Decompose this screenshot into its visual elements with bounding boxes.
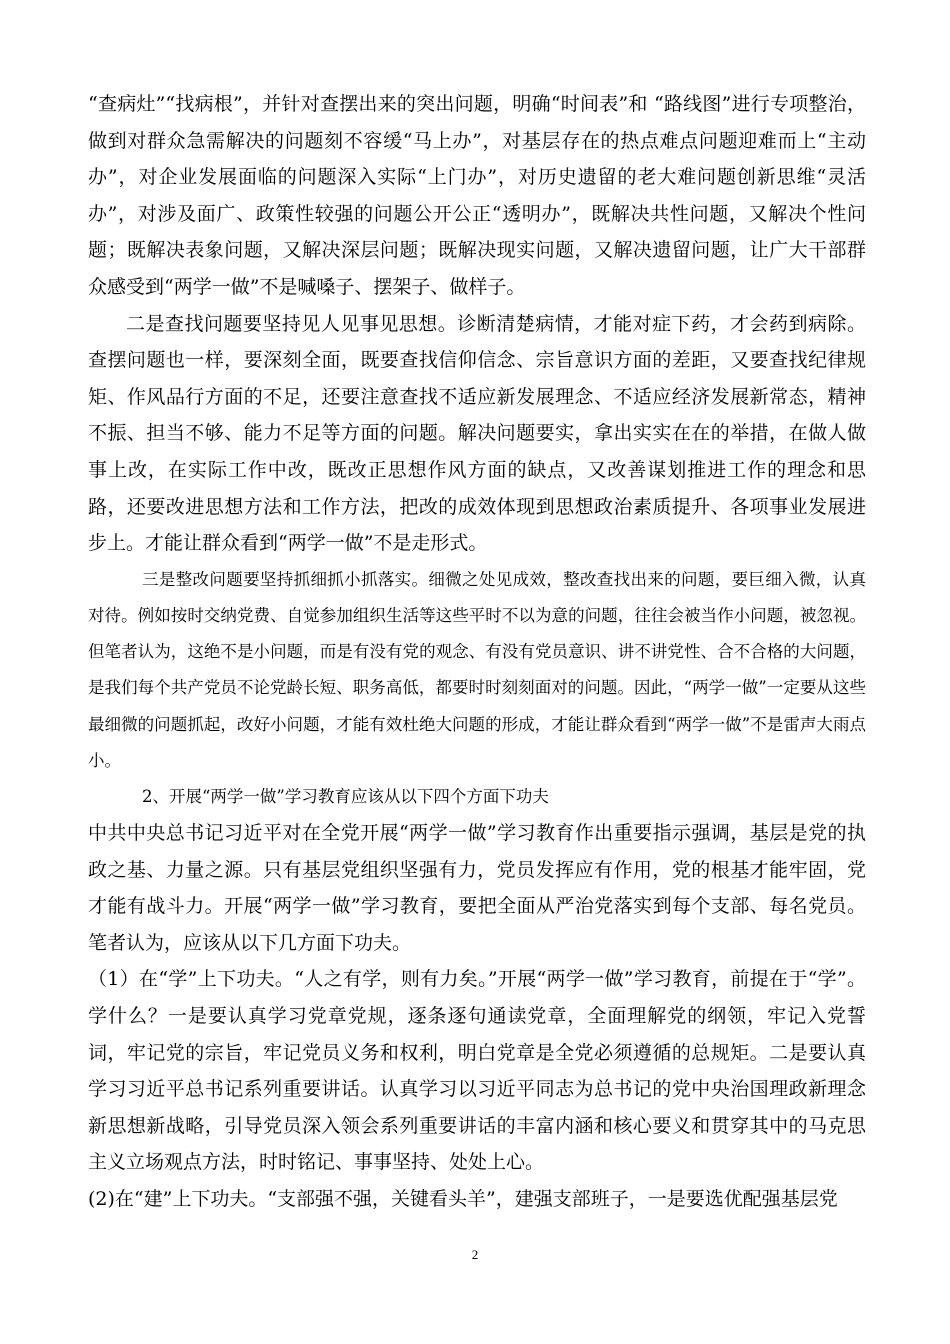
paragraph-third-point: 三是整改问题要坚持抓细抓小抓落实。细微之处见成效，整改查找出来的问题，要巨细入微，认真对待。例如按时交纳党费、自觉参加组织生活等这些平时不以为意的问题，往往会被当作小问题，被忽视。但笔者认为，这绝不是小问题，而是有没有党的观念、有没有党员意识、讲不讲党性、合不合格的大问题，是我们每个共产党员不论党龄长短、职务高低，都要时时刻刻面对的问题。因此，“两学一做”一定要从这些最细微的问题抓起，改好小问题，才能有效杜绝大问题的形成，才能让群众看到“两学一做”不是雷声大雨点小。 bbox=[88, 569, 866, 770]
paragraph-continued: “查病灶”“找病根”，并针对查摆出来的突出问题，明确“时间表”和 “路线图”进行专项整治，做到对群众急需解决的问题刻不容缓“马上办”，对基层存在的热点难点问题迎难而上“主动办”，对企业发展面临的问题深入实际“上门办”，对历史遗留的老大难问题创新思维“灵活办”，对涉及面广、政策性较强的问题公开公正“透明办”，既解决共性问题，又解决个性问题；既解决表象问题，又解决深层问题；既解决现实问题，又解决遗留问题，让广大干部群众感受到“两学一做”不是喊嗓子、摆架子、做样子。 bbox=[88, 93, 866, 298]
page-number: 2 bbox=[471, 1247, 479, 1262]
section-heading: 2、开展“两学一做”学习教育应该从以下四个方面下功夫 bbox=[142, 786, 549, 806]
paragraph-intro: 中共中央总书记习近平对在全党开展“两学一做”学习教育作出重要指示强调，基层是党的执政之基、力量之源。只有基层党组织坚强有力，党员发挥应有作用，党的根基才能牢固，党才能有战斗力。开展“两学一做”学习教育，要把全面从严治党落实到每个支部、每名党员。笔者认为，应该从以下几方面下功夫。 bbox=[88, 821, 866, 954]
paragraph-second-point: 二是查找问题要坚持见人见事见思想。诊断清楚病情，才能对症下药，才会药到病除。查摆问题也一样，要深刻全面，既要查找信仰信念、宗旨意识方面的差距，又要查找纪律规矩、作风品行方面的不足，还要注意查找不适应新发展理念、不适应经济发展新常态，精神不振、担当不够、能力不足等方面的问题。解决问题要实，拿出实实在在的举措，在做人做事上改，在实际工作中改，既改正思想作风方面的缺点，又改善谋划推进工作的理念和思路，还要改进思想方法和工作方法，把改的成效体现到思想政治素质提升、各项事业发展进步上。才能让群众看到“两学一做”不是走形式。 bbox=[88, 312, 866, 555]
paragraph-study: （1）在“学”上下功夫。“人之有学，则有力矣。”开展“两学一做”学习教育，前提在于“学”。学什么？一是要认真学习党章党规，逐条逐句通读党章，全面理解党的纲领，牢记入党誓词，牢记党的宗旨，牢记党员义务和权利，明白党章是全党必须遵循的总规矩。二是要认真学习习近平总书记系列重要讲话。认真学习以习近平同志为总书记的党中央治国理政新理念新思想新战略，引导党员深入领会系列重要讲话的丰富内涵和核心要义和贯穿其中的马克思主义立场观点方法，时时铭记、事事坚持、处处上心。 bbox=[88, 968, 866, 1174]
document-body bbox=[88, 86, 866, 1217]
paragraph-build: (2)在“建”上下功夫。“支部强不强，关键看头羊”，建强支部班子，一是要选优配强基层党 bbox=[88, 1187, 838, 1210]
